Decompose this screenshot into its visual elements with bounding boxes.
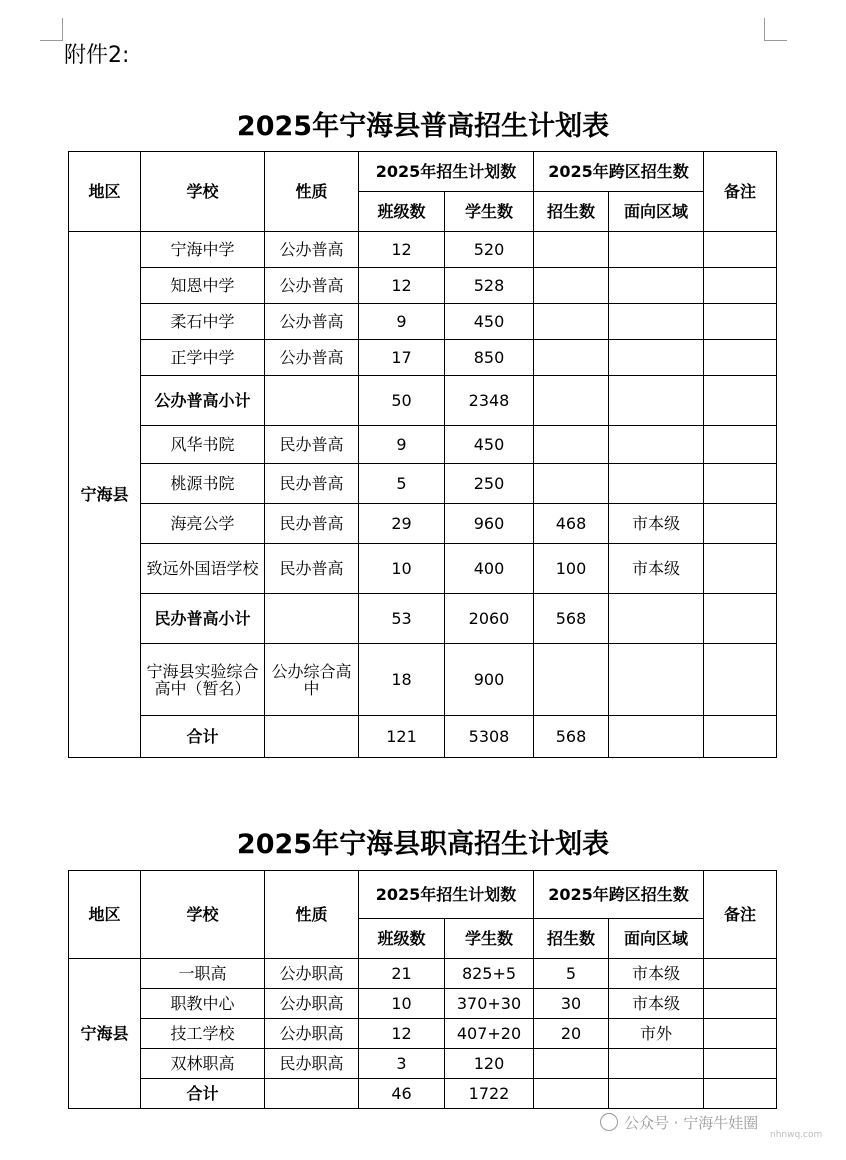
cross-cell: 30 [534, 989, 609, 1019]
school-cell: 公办普高小计 [141, 376, 265, 426]
page-corner-mark-right [764, 18, 787, 41]
cross-cell [534, 1079, 609, 1109]
nature-cell: 民办普高 [265, 544, 359, 594]
table-row [69, 504, 777, 544]
header-classes: 班级数 [359, 919, 445, 959]
attachment-label: 附件2: [64, 43, 130, 68]
classes-cell: 46 [359, 1079, 445, 1109]
subtotal-row [69, 376, 777, 426]
table-row [69, 232, 777, 268]
header-classes: 班级数 [359, 192, 445, 232]
vocational-enrollment-table [68, 870, 777, 1109]
table-row [69, 544, 777, 594]
note-cell [704, 304, 777, 340]
students-cell: 825+5 [445, 959, 534, 989]
header-school: 学校 [141, 152, 265, 232]
note-cell [704, 1019, 777, 1049]
nature-cell: 民办职高 [265, 1049, 359, 1079]
cross-cell [534, 426, 609, 464]
cross-cell [534, 1049, 609, 1079]
note-cell [704, 426, 777, 464]
wechat-icon [600, 1113, 618, 1131]
note-cell [704, 340, 777, 376]
classes-cell: 18 [359, 644, 445, 716]
note-cell [704, 594, 777, 644]
school-cell: 知恩中学 [141, 268, 265, 304]
total-label: 合计 [141, 716, 265, 758]
cross-cell: 20 [534, 1019, 609, 1049]
school-cell: 致远外国语学校 [141, 544, 265, 594]
area-cell [609, 304, 704, 340]
nature-cell: 公办职高 [265, 1019, 359, 1049]
classes-cell: 12 [359, 1019, 445, 1049]
area-cell: 市本级 [609, 959, 704, 989]
nature-cell: 公办职高 [265, 959, 359, 989]
area-cell [609, 594, 704, 644]
nature-cell [265, 376, 359, 426]
school-cell: 海亮公学 [141, 504, 265, 544]
cross-cell: 568 [534, 594, 609, 644]
area-cell: 市本级 [609, 989, 704, 1019]
total-row [69, 1079, 777, 1109]
note-cell [704, 989, 777, 1019]
cross-cell: 568 [534, 716, 609, 758]
classes-cell: 10 [359, 544, 445, 594]
cross-cell: 100 [534, 544, 609, 594]
school-cell: 柔石中学 [141, 304, 265, 340]
school-cell: 双林职高 [141, 1049, 265, 1079]
table-row [69, 959, 777, 989]
area-cell [609, 232, 704, 268]
header-nature: 性质 [265, 152, 359, 232]
total-row [69, 716, 777, 758]
cross-cell: 468 [534, 504, 609, 544]
note-cell [704, 644, 777, 716]
cross-cell [534, 232, 609, 268]
classes-cell: 3 [359, 1049, 445, 1079]
table-row [69, 1049, 777, 1079]
cross-cell [534, 340, 609, 376]
school-cell: 职教中心 [141, 989, 265, 1019]
header-students: 学生数 [445, 919, 534, 959]
header-plan-group: 2025年招生计划数 [359, 871, 534, 919]
nature-cell [265, 594, 359, 644]
school-cell: 桃源书院 [141, 464, 265, 504]
cross-cell: 5 [534, 959, 609, 989]
area-cell [609, 340, 704, 376]
note-cell [704, 232, 777, 268]
header-note: 备注 [704, 152, 777, 232]
header-cross-area: 面向区域 [609, 192, 704, 232]
students-cell: 528 [445, 268, 534, 304]
classes-cell: 10 [359, 989, 445, 1019]
header-note: 备注 [704, 871, 777, 959]
watermark-sub: nhnwq.com [770, 1130, 823, 1140]
area-cell [609, 1079, 704, 1109]
watermark-text: 公众号 · 宁海牛娃圈 [624, 1114, 759, 1132]
note-cell [704, 1079, 777, 1109]
table-row [69, 644, 777, 716]
students-cell: 400 [445, 544, 534, 594]
classes-cell: 21 [359, 959, 445, 989]
area-cell [609, 644, 704, 716]
students-cell: 450 [445, 304, 534, 340]
students-cell: 900 [445, 644, 534, 716]
students-cell: 2060 [445, 594, 534, 644]
nature-cell: 公办普高 [265, 304, 359, 340]
subtotal-row [69, 594, 777, 644]
cross-cell [534, 376, 609, 426]
note-cell [704, 544, 777, 594]
note-cell [704, 464, 777, 504]
students-cell: 450 [445, 426, 534, 464]
watermark [600, 1112, 758, 1133]
nature-cell: 公办普高 [265, 232, 359, 268]
area-cell [609, 1049, 704, 1079]
area-cell: 市本级 [609, 544, 704, 594]
page-corner-mark-left [40, 18, 63, 41]
general-table-title: 2025年宁海县普高招生计划表 [236, 111, 610, 142]
nature-cell: 民办普高 [265, 504, 359, 544]
region-cell: 宁海县 [69, 232, 141, 758]
vocational-table-title: 2025年宁海县职高招生计划表 [236, 829, 610, 860]
header-cross-area: 面向区域 [609, 919, 704, 959]
school-cell: 一职高 [141, 959, 265, 989]
area-cell [609, 464, 704, 504]
students-cell: 370+30 [445, 989, 534, 1019]
students-cell: 960 [445, 504, 534, 544]
area-cell [609, 376, 704, 426]
school-cell: 技工学校 [141, 1019, 265, 1049]
classes-cell: 12 [359, 232, 445, 268]
nature-cell [265, 1079, 359, 1109]
note-cell [704, 268, 777, 304]
note-cell [704, 504, 777, 544]
table-row [69, 426, 777, 464]
classes-cell: 5 [359, 464, 445, 504]
nature-cell: 民办普高 [265, 464, 359, 504]
header-cross-students: 招生数 [534, 919, 609, 959]
cross-cell [534, 464, 609, 504]
school-cell: 宁海县实验综合高中（暂名） [141, 644, 265, 716]
classes-cell: 12 [359, 268, 445, 304]
nature-cell: 公办综合高中 [265, 644, 359, 716]
school-cell: 正学中学 [141, 340, 265, 376]
header-plan-group: 2025年招生计划数 [359, 152, 534, 192]
students-cell: 2348 [445, 376, 534, 426]
students-cell: 850 [445, 340, 534, 376]
classes-cell: 29 [359, 504, 445, 544]
table-row [69, 304, 777, 340]
area-cell [609, 426, 704, 464]
students-cell: 250 [445, 464, 534, 504]
classes-cell: 121 [359, 716, 445, 758]
area-cell: 市本级 [609, 504, 704, 544]
note-cell [704, 959, 777, 989]
header-students: 学生数 [445, 192, 534, 232]
table-row [69, 464, 777, 504]
header-cross-group: 2025年跨区招生数 [534, 871, 704, 919]
area-cell: 市外 [609, 1019, 704, 1049]
note-cell [704, 376, 777, 426]
header-region: 地区 [69, 152, 141, 232]
nature-cell: 民办普高 [265, 426, 359, 464]
classes-cell: 53 [359, 594, 445, 644]
classes-cell: 50 [359, 376, 445, 426]
students-cell: 5308 [445, 716, 534, 758]
nature-cell [265, 716, 359, 758]
area-cell [609, 268, 704, 304]
total-label: 合计 [141, 1079, 265, 1109]
note-cell [704, 716, 777, 758]
students-cell: 520 [445, 232, 534, 268]
students-cell: 407+20 [445, 1019, 534, 1049]
nature-cell: 公办普高 [265, 268, 359, 304]
table-row [69, 268, 777, 304]
header-nature: 性质 [265, 871, 359, 959]
cross-cell [534, 304, 609, 340]
table-row [69, 1019, 777, 1049]
table-row [69, 989, 777, 1019]
cross-cell [534, 268, 609, 304]
students-cell: 120 [445, 1049, 534, 1079]
region-cell: 宁海县 [69, 959, 141, 1109]
area-cell [609, 716, 704, 758]
cross-cell [534, 644, 609, 716]
note-cell [704, 1049, 777, 1079]
students-cell: 1722 [445, 1079, 534, 1109]
header-region: 地区 [69, 871, 141, 959]
nature-cell: 公办职高 [265, 989, 359, 1019]
header-school: 学校 [141, 871, 265, 959]
classes-cell: 9 [359, 426, 445, 464]
school-cell: 宁海中学 [141, 232, 265, 268]
general-enrollment-table [68, 151, 777, 758]
school-cell: 风华书院 [141, 426, 265, 464]
table-row [69, 340, 777, 376]
school-cell: 民办普高小计 [141, 594, 265, 644]
nature-cell: 公办普高 [265, 340, 359, 376]
classes-cell: 17 [359, 340, 445, 376]
header-cross-group: 2025年跨区招生数 [534, 152, 704, 192]
classes-cell: 9 [359, 304, 445, 340]
header-cross-students: 招生数 [534, 192, 609, 232]
